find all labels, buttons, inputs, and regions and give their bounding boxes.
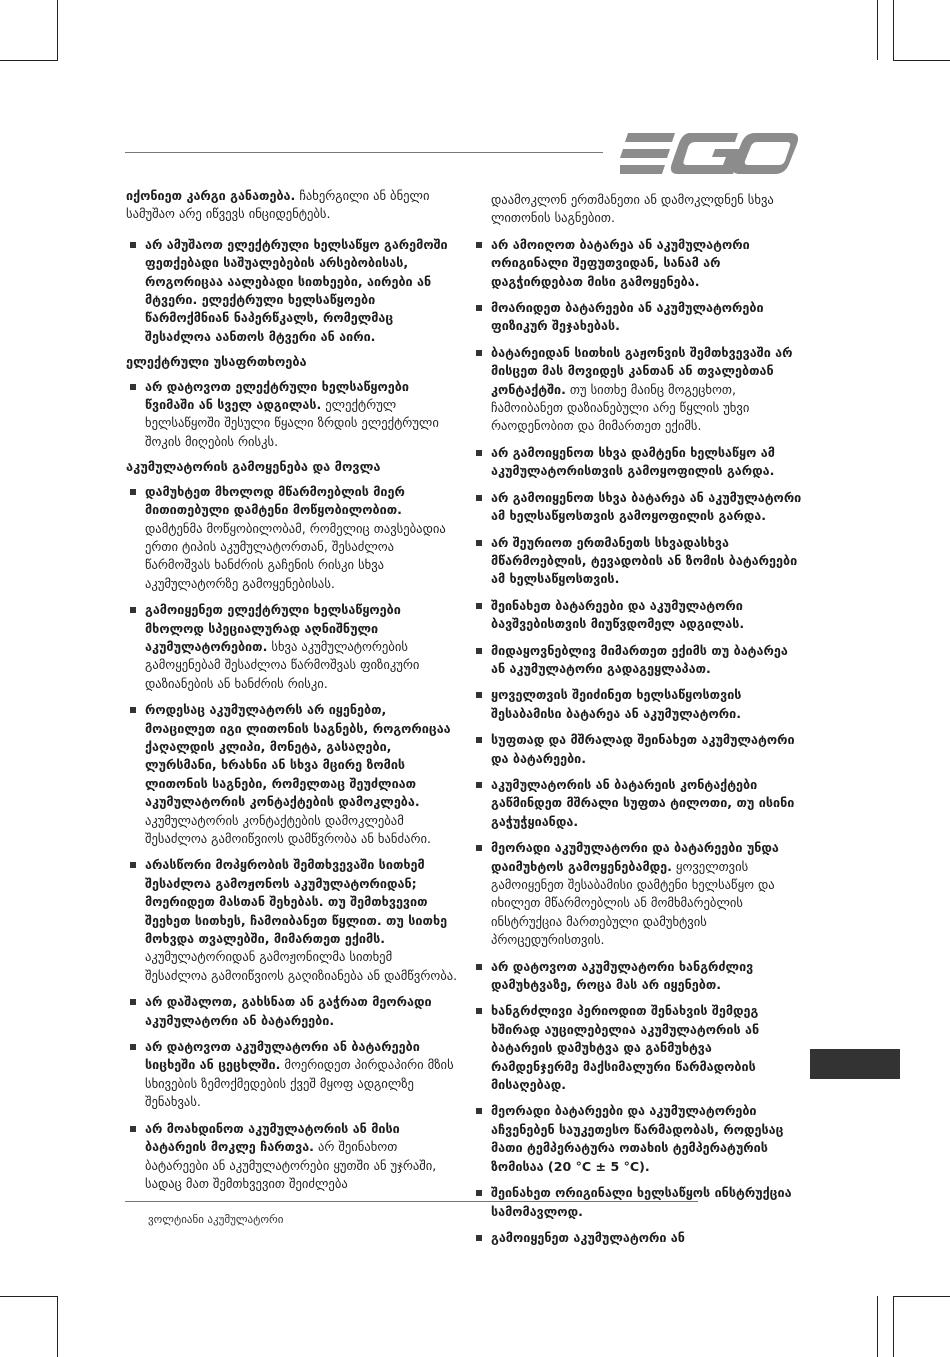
item-bold: მეორადი ბატარეები და აკუმულატორები აჩვენებენ საუკეთესო წარმადობას, როდესაც მათი ტემპერატურა ოთახის ტემპერატურის ზომისაა (20 °C ± 5 °C). [491, 1103, 784, 1174]
continued-text-span: დაამოკლონ ერთმანეთი ან დამოკლდნენ სხვა ლითონის საგნებით. [491, 192, 774, 226]
list-item [126, 856, 458, 985]
item-text: აკუმულატორის კონტაქტების დამოკლებამ შესაძლოა გამოიწვიოს დამწვრობა ან ხანძარი. [145, 812, 432, 846]
item-bold: არ ამოიღოთ ბატარეა ან აკუმულატორი ორიგინალი შეფუთვიდან, სანამ არ დაგჭირდებათ მისი გამოყენება. [491, 236, 750, 289]
crop-mark-top-right-v [877, 0, 878, 60]
item-bold: არ დატოვოთ აკუმულატორი ხანგრძლივ დამუხტვაზე, როცა მას არ იყენებთ. [491, 958, 754, 993]
crop-mark-top-left-v [57, 0, 58, 60]
list-item [472, 489, 802, 526]
item-text: დამტენმა მოწყობილობამ, რომელიც თავსებადია ერთი ტიპის აკუმულატორთან, შესაძლოა წარმოშვას ხანძრის გაჩენის რისკი სხვა აკუმულატორზე გამოყენებისას. [145, 520, 446, 591]
crop-mark-top-right-h [893, 60, 950, 61]
footer-rule [125, 1201, 698, 1202]
intro-text: ჩახერგილი ან ბნელი სამუშაო არე იწვევს ინციდენტებს. [126, 188, 430, 222]
intro-bold: იქონიეთ კარგი განათება. [126, 188, 296, 203]
item-bold: მეორადი აკუმულატორი და ბატარეები უნდა დაიმუხტოს გამოყენებამდე. [491, 840, 779, 874]
item-bold: აკუმულატორის ან ბატარეის კონტაქტები გაწმინდეთ მშრალი სუფთა ტილოთი, თუ ისინი გაჭუჭყიანდა. [491, 776, 795, 829]
list-item [126, 993, 458, 1030]
item-text: აკუმულატორიდან გამოჟონილმა სითხემ შესაძლოა გამოიწვიოს გაღიზიანება ან დამწვრობა. [145, 949, 458, 983]
item-bold: ხანგრძლივი პერიოდით შენახვის შემდეგ ხშირად აუცილებელია აკუმულატორის ან ბატარეის დამუხტვა და განმუხტვა რამდენჯერმე მაქსიმალური წარმადობის მისაღებად. [491, 1003, 760, 1093]
crop-mark-bottom-left-v [57, 1296, 58, 1357]
list-item [126, 601, 458, 693]
list-item [472, 299, 802, 336]
crop-mark-bottom-right-h [893, 1296, 950, 1297]
item-text: სხვა აკუმულატორების გამოყენებამ შესაძლოა წარმოშვას ფიზიკური დაზიანების ან ხანძრის რისკი. [145, 638, 420, 691]
list-item [472, 839, 802, 949]
item-bold: არ გამოიყენოთ სხვა დამტენი ხელსაწყო ამ აკუმულატორისთვის გამოყოფილის გარდა. [491, 444, 775, 479]
list-item [472, 236, 802, 291]
list-item [126, 483, 458, 593]
item-bold: მიდაყოვნებლივ მიმართეთ ექიმს თუ ბატარეა ან აკუმულატორი გადაგეყლაპათ. [491, 642, 788, 676]
item-bold: არასწორი მოპყრობის შემთხვევაში სითხემ შესაძლოა გამოჟონოს აკუმულატორიდან; მოერიდეთ მასთან შეხებას. თუ შემთხვევით შეეხეთ სითხეს, ჩამოიბანეთ წყლით. თუ სითხე მოხვდა თვალებში, მიმართეთ ექიმს. [145, 857, 448, 947]
crop-mark-bottom-right-v [877, 1296, 878, 1357]
section-heading-battery: აკუმულატორის გამოყენება და მოვლა [126, 460, 381, 476]
item-bold: არ დაშალოთ, გახსნათ ან გაჭრათ მეორადი აკუმულატორი ან ბატარეები. [145, 994, 432, 1028]
list-item [472, 1002, 802, 1094]
item-text: მოერიდეთ პირდაპირი მზის სხივების ზემოქმედების ქვეშ მყოფ ადგილზე შენახვას. [145, 1057, 454, 1110]
list-item [472, 1102, 802, 1176]
crop-mark-top-right-v2 [893, 0, 894, 60]
crop-mark-top-left-h [0, 60, 58, 61]
list-item [472, 534, 802, 589]
list-item [126, 378, 458, 452]
item-bold: არ გამოიყენოთ სხვა ბატარეა ან აკუმულატორი ამ ხელსაწყოსთვის გამოყოფილის გარდა. [491, 489, 802, 524]
list-item [126, 1120, 458, 1194]
item-text: ელექტრულ ხელსაწყოში შესული წყალი ზრდის ელექტრული შოკის მიღების რისკს. [145, 397, 439, 449]
right-column [472, 191, 802, 1255]
item-bold: არ ამუშაოთ ელექტრული ხელსაწყო გარემოში ფეთქებადი საშუალებების არსებობისას, როგორიცაა აალებადი სითხეები, აირები ან მტვერი. ელექტრული ხელსაწყოები წარმოქმნიან ნაპერწკალს, რომელმაც შესაძლოა აანთოს მტვერი ან აირი. [145, 236, 448, 344]
section-heading-electrical: ელექტრული უსაფრთხოება [126, 355, 307, 371]
list-item [472, 642, 802, 679]
list-item [472, 344, 802, 436]
item-bold: ბატარეიდან სითხის გაჟონვის შემთხვევაში არ მისცეთ მას მოვიდეს კანთან ან თვალებთან კონტაქტში. [491, 344, 793, 397]
list-item [472, 1184, 802, 1221]
item-bold: არ შეურიოთ ერთმანეთს სხვადასხვა მწარმოებლის, ტევადობის ან ზომის ბატარეები ამ ხელსაწყოსთვის. [491, 534, 798, 587]
list-item [126, 701, 458, 848]
header-rule [125, 152, 603, 153]
list-item [472, 958, 802, 995]
item-bold: დამუხტეთ მხოლოდ მწარმოებლის მიერ მითითებული დამტენი მოწყობილობით. [145, 483, 405, 518]
item-text: თუ სითხე მაინც მოგეცხოთ, ჩამოიბანეთ დაზიანებული არე წყლის უხვი რაოდენობით და მიმართეთ ექიმს. [491, 381, 750, 434]
item-bold: ყოველთვის შეიძინეთ ხელსაწყოსთვის შესაბამისი ბატარეა ან აკუმულატორი. [491, 687, 742, 721]
intro-paragraph [126, 187, 458, 224]
item-bold: მოარიდეთ ბატარეები ან აკუმულატორები ფიზიკურ შეჯახებას. [491, 300, 764, 334]
crop-mark-bottom-right-v2 [893, 1296, 894, 1357]
item-bold: როდესაც აკუმულატორს არ იყენებთ, მოაცილეთ იგი ლითონის საგნებს, როგორიცაა ქაღალდის კლიპი, მონეტა, გასაღები, ლურსმანი, ხრახნი ან სხვა მცირე ზომის ლითონის საგნები, რომელთაც შეუძლიათ აკუმულატორის კონტაქტების დამოკლება. [145, 702, 451, 810]
item-bold: სუფთად და მშრალად შეინახეთ აკუმულატორი და ბატარეები. [491, 732, 795, 766]
item-bold: არ დატოვოთ აკუმულატორი ან ბატარეები სიცხეში ან ცეცხლში. [145, 1039, 420, 1073]
list-item [126, 236, 458, 346]
left-column [126, 187, 458, 1201]
footer-text: ვოლტიანი აკუმულატორი [148, 1213, 284, 1226]
item-bold: შეინახეთ ბატარეები და აკუმულატორი ბავშვებისთვის მიუწვდომელ ადგილას. [491, 597, 745, 632]
list-item [472, 444, 802, 481]
crop-mark-bottom-left-h [0, 1296, 58, 1297]
item-bold: არ მოახდინოთ აკუმულატორის ან მისი ბატარეის მოკლე ჩართვა. [145, 1120, 400, 1155]
list-item [126, 1038, 458, 1112]
item-bold: შეინახეთ ორიგინალი ხელსაწყოს ინსტრუქცია სამომავლოდ. [491, 1185, 792, 1219]
list-item [472, 731, 802, 768]
list-item [472, 776, 802, 831]
item-bold: არ დატოვოთ ელექტრული ხელსაწყოები წვიმაში ან სველ ადგილას. [145, 378, 409, 413]
section-tab [810, 1049, 900, 1079]
item-text: არ შეინახოთ ბატარეები ან აკუმულატორები ყუთში ან უჯრაში, სადაც მათ შემთხვევით შეიძლება [145, 1139, 437, 1191]
list-item [472, 597, 802, 634]
list-item [472, 686, 802, 723]
item-bold: გამოიყენეთ ელექტრული ხელსაწყოები მხოლოდ სპეციალურად აღნიშნული აკუმულატორებით. [145, 602, 401, 654]
ego-logo [620, 133, 800, 175]
list-item [472, 1229, 802, 1247]
item-text: ყოველთვის გამოიყენეთ შესაბამისი დამტენი ხელსაწყო და იხილეთ მწარმოებლის ან მომხმარებლის ინსტრუქცია მართებული დამუხტვის პროცედურისთვის. [491, 858, 775, 948]
continued-text [472, 191, 802, 228]
item-bold: გამოიყენეთ აკუმულატორი ან [491, 1229, 685, 1245]
